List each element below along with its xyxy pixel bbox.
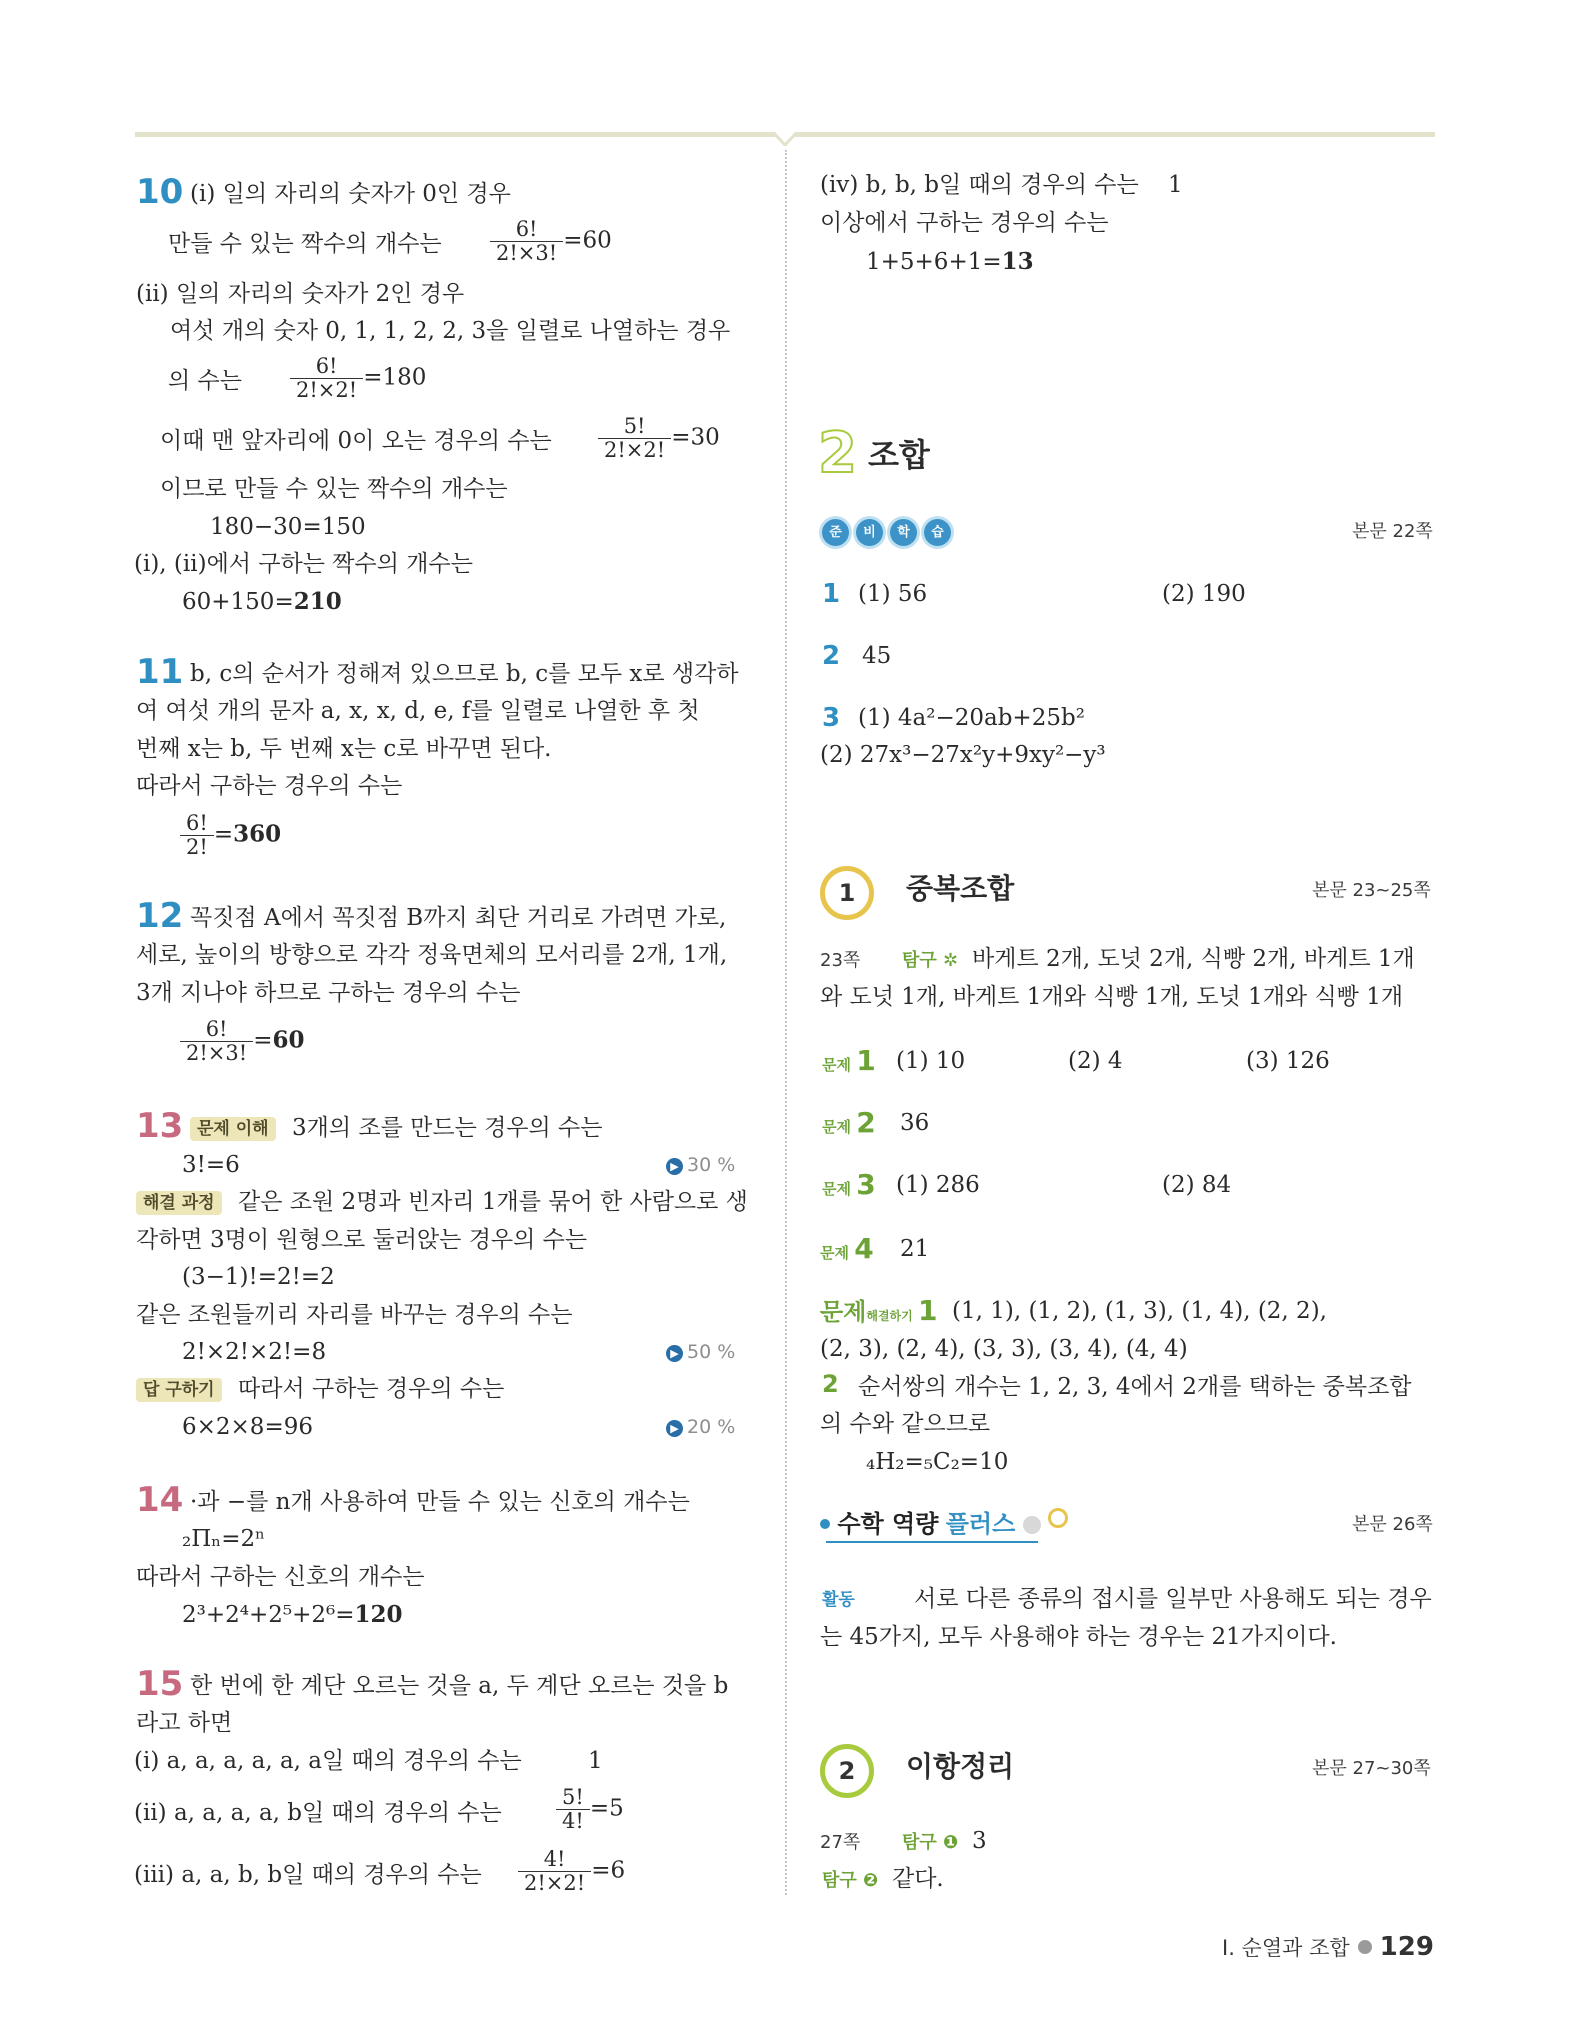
fraction-expression: $\frac{6!}{2!\times 3!}$ =60 bbox=[490, 218, 612, 265]
explore-label: 탐구 ✲ bbox=[902, 950, 959, 971]
text-line: 번째 x는 b, 두 번째 x는 c로 바꾸면 된다. bbox=[136, 736, 552, 762]
score-percent: ▶ 20 % bbox=[666, 1416, 735, 1439]
text-line: 이상에서 구하는 경우의 수는 bbox=[820, 210, 1109, 236]
step-tag-answer: 답 구하기 bbox=[136, 1378, 222, 1402]
page-reference: 본문 23~25쪽 bbox=[1312, 880, 1431, 901]
play-icon: ▶ bbox=[666, 1345, 683, 1362]
answer-value: (1) 4a²−20ab+25b² bbox=[858, 705, 1085, 731]
text-line: 각하면 3명이 원형으로 둘러앉는 경우의 수는 bbox=[136, 1227, 588, 1253]
answer-value: 21 bbox=[900, 1236, 930, 1262]
value: 1 bbox=[588, 1748, 603, 1774]
answer-value: (1) 56 bbox=[858, 581, 928, 607]
text-line: 3개 지나야 하므로 구하는 경우의 수는 bbox=[136, 980, 521, 1006]
explore-label: 탐구 ❶ bbox=[902, 1832, 959, 1853]
text-line: 한 번에 한 계단 오르는 것을 a, 두 계단 오르는 것을 b bbox=[190, 1673, 729, 1699]
text-line: 따라서 구하는 신호의 개수는 bbox=[136, 1564, 425, 1590]
text-line: 세로, 높이의 방향으로 각각 정육면체의 모서리를 2개, 1개, bbox=[136, 942, 728, 968]
answer-value: 3 bbox=[972, 1828, 987, 1854]
answer-value: (2) 190 bbox=[1162, 581, 1246, 607]
play-icon: ▶ bbox=[666, 1158, 683, 1175]
decor-ball-icon bbox=[1023, 1516, 1041, 1534]
text-line: 순서쌍의 개수는 1, 2, 3, 4에서 2개를 택하는 중복조합 bbox=[858, 1374, 1412, 1400]
text-line: 라고 하면 bbox=[136, 1710, 233, 1736]
text-line: (ⅰ) a, a, a, a, a, a일 때의 경우의 수는 bbox=[134, 1748, 522, 1774]
column-divider bbox=[785, 150, 787, 1895]
prep-pill: 학 bbox=[890, 519, 917, 546]
answer-number: 3 bbox=[822, 703, 841, 733]
page-reference: 본문 22쪽 bbox=[1352, 521, 1433, 542]
text-line: 이므로 만들 수 있는 짝수의 개수는 bbox=[160, 476, 508, 502]
text-line: 꼭짓점 A에서 꼭짓점 B까지 최단 거리로 가려면 가로, bbox=[190, 905, 727, 931]
text-line: 만들 수 있는 짝수의 개수는 bbox=[168, 231, 442, 257]
top-rule-notch bbox=[773, 132, 797, 146]
answer-number: 2 bbox=[822, 1370, 839, 1398]
value: 1 bbox=[1168, 172, 1183, 198]
play-icon: ▶ bbox=[666, 1420, 683, 1437]
page-number: 129 bbox=[1379, 1932, 1434, 1962]
problem-tag: 문제 2 bbox=[822, 1106, 876, 1139]
fraction-expression: $\frac{4!}{2!\times 2!}$ =6 bbox=[518, 1848, 625, 1895]
problem-tag: 문제 1 bbox=[822, 1044, 876, 1077]
bullet-icon bbox=[820, 1519, 830, 1529]
text-line: 같은 조원들끼리 자리를 바꾸는 경우의 수는 bbox=[136, 1302, 573, 1328]
text-line: (ⅱ) a, a, a, a, b일 때의 경우의 수는 bbox=[134, 1800, 502, 1826]
math-line: ₄H₂=₅C₂=10 bbox=[866, 1449, 1009, 1475]
text-line: 와 도넛 1개, 바게트 1개와 식빵 1개, 도넛 1개와 식빵 1개 bbox=[820, 984, 1404, 1010]
answer-number: 1 bbox=[822, 579, 841, 609]
explore-label: 탐구 ❷ bbox=[822, 1870, 879, 1891]
page-reference: 본문 27~30쪽 bbox=[1312, 1758, 1431, 1779]
text-line: 여 여섯 개의 문자 a, x, x, d, e, f를 일렬로 나열한 후 첫 bbox=[136, 698, 700, 724]
text-line: b, c의 순서가 정해져 있으므로 b, c를 모두 x로 생각하 bbox=[190, 661, 739, 687]
score-percent: ▶ 30 % bbox=[666, 1154, 735, 1177]
text-line: 서로 다른 종류의 접시를 일부만 사용해도 되는 경우 bbox=[914, 1586, 1432, 1612]
text-line: (ⅰ) 일의 자리의 숫자가 0인 경우 bbox=[190, 181, 511, 207]
page-reference: 본문 26쪽 bbox=[1352, 1514, 1433, 1535]
problem-tag: 문제 3 bbox=[822, 1168, 876, 1201]
answer-value: 45 bbox=[862, 643, 892, 669]
text-line: ·과 −를 n개 사용하여 만들 수 있는 신호의 개수는 bbox=[190, 1489, 690, 1515]
answer-value: (1) 10 bbox=[896, 1048, 966, 1074]
text-line: 의 수와 같으므로 bbox=[820, 1411, 991, 1437]
subsection-title: 중복조합 bbox=[906, 872, 1015, 905]
answer-value: (2) 27x³−27x²y+9xy²−y³ bbox=[820, 742, 1106, 768]
math-plus-header: 수학 역량 플러스 bbox=[820, 1508, 1068, 1540]
prep-badge bbox=[822, 516, 958, 546]
text-line: (ⅱ) 일의 자리의 숫자가 2인 경우 bbox=[136, 281, 465, 307]
answer-value: 36 bbox=[900, 1110, 930, 1136]
question-number: 12 bbox=[136, 896, 184, 936]
prep-pill: 비 bbox=[856, 519, 883, 546]
math-line: ₂Πₙ=2ⁿ bbox=[182, 1526, 266, 1552]
fraction-expression: $\frac{6!}{2!\times 2!}$ =180 bbox=[290, 355, 426, 402]
text-line: 같은 조원 2명과 빈자리 1개를 묶어 한 사람으로 생 bbox=[238, 1189, 748, 1215]
fraction-expression: $\frac{5!}{4!}$ =5 bbox=[556, 1786, 624, 1833]
text-line: (ⅰ), (ⅱ)에서 구하는 짝수의 개수는 bbox=[134, 551, 473, 577]
math-line: 3!=6 bbox=[182, 1152, 240, 1178]
answer-number: 2 bbox=[822, 641, 841, 671]
answer-value: (3) 126 bbox=[1246, 1048, 1330, 1074]
text-line: 3개의 조를 만드는 경우의 수는 bbox=[292, 1115, 603, 1141]
text-line: (ⅲ) a, a, b, b일 때의 경우의 수는 bbox=[134, 1862, 482, 1888]
answer-value: (2) 4 bbox=[1068, 1048, 1123, 1074]
problem-tag: 문제 4 bbox=[820, 1232, 874, 1265]
answer-line: 2³+2⁴+2⁵+2⁶=120 bbox=[182, 1601, 403, 1628]
question-number: 14 bbox=[136, 1480, 184, 1520]
score-percent: ▶ 50 % bbox=[666, 1341, 735, 1364]
section-title: 조합 bbox=[868, 436, 930, 474]
page-footer bbox=[1222, 1932, 1434, 1963]
answer-value: (1) 286 bbox=[896, 1172, 980, 1198]
text-line: 따라서 구하는 경우의 수는 bbox=[238, 1376, 505, 1402]
math-line: (3−1)!=2!=2 bbox=[182, 1264, 335, 1290]
prep-pill: 습 bbox=[924, 519, 951, 546]
math-line: 2!×2!×2!=8 bbox=[182, 1339, 327, 1365]
text-line: 이때 맨 앞자리에 0이 오는 경우의 수는 bbox=[160, 428, 552, 454]
question-number: 11 bbox=[136, 652, 184, 692]
step-tag-process: 해결 과정 bbox=[136, 1191, 222, 1215]
prep-pill: 준 bbox=[822, 519, 849, 546]
text-line: (ⅳ) b, b, b일 때의 경우의 수는 bbox=[820, 172, 1139, 198]
question-number: 13 bbox=[136, 1106, 184, 1146]
text-line: 는 45가지, 모두 사용해야 하는 경우는 21가지이다. bbox=[820, 1624, 1337, 1650]
answer-line: 60+150=210 bbox=[182, 588, 342, 615]
text-line: 바게트 2개, 도넛 2개, 식빵 2개, 바게트 1개 bbox=[972, 946, 1415, 972]
question-number: 15 bbox=[136, 1664, 184, 1704]
underline bbox=[826, 1541, 1038, 1543]
answer-value: 같다. bbox=[892, 1866, 944, 1892]
text-line: 여섯 개의 숫자 0, 1, 1, 2, 2, 3을 일렬로 나열하는 경우 bbox=[170, 318, 731, 344]
page-label: 23쪽 bbox=[820, 950, 861, 971]
page-label: 27쪽 bbox=[820, 1832, 861, 1853]
question-number: 10 bbox=[136, 172, 184, 212]
subsection-title: 이항정리 bbox=[906, 1750, 1015, 1783]
subsection-number: 1 bbox=[820, 866, 874, 920]
decor-ring-icon bbox=[1048, 1508, 1068, 1528]
text-line: 의 수는 bbox=[168, 368, 242, 394]
math-line: 180−30=150 bbox=[210, 514, 366, 540]
text-line: (2, 3), (2, 4), (3, 3), (3, 4), (4, 4) bbox=[820, 1336, 1188, 1362]
fraction-expression: $\frac{6!}{2!\times 3!}$ =60 bbox=[180, 1018, 305, 1065]
text-line: 따라서 구하는 경우의 수는 bbox=[136, 773, 403, 799]
fraction-expression: $\frac{5!}{2!\times 2!}$ =30 bbox=[598, 415, 720, 462]
subsection-number: 2 bbox=[820, 1744, 874, 1798]
answer-value: (2) 84 bbox=[1162, 1172, 1232, 1198]
problem-solving-tag: 문제해결하기 1 bbox=[820, 1294, 938, 1327]
fraction-expression: $\frac{6!}{2!}$ =360 bbox=[180, 812, 281, 859]
text-line: (1, 1), (1, 2), (1, 3), (1, 4), (2, 2), bbox=[952, 1298, 1327, 1324]
step-tag-understand: 문제 이해 bbox=[190, 1117, 276, 1141]
math-line: 6×2×8=96 bbox=[182, 1414, 313, 1440]
answer-line: 1+5+6+1=13 bbox=[866, 248, 1034, 275]
activity-label: 활동 bbox=[822, 1590, 855, 1610]
section-number: 2 bbox=[818, 421, 857, 486]
footer-dot-icon bbox=[1358, 1940, 1372, 1954]
chapter-label: Ⅰ. 순열과 조합 bbox=[1222, 1936, 1350, 1960]
